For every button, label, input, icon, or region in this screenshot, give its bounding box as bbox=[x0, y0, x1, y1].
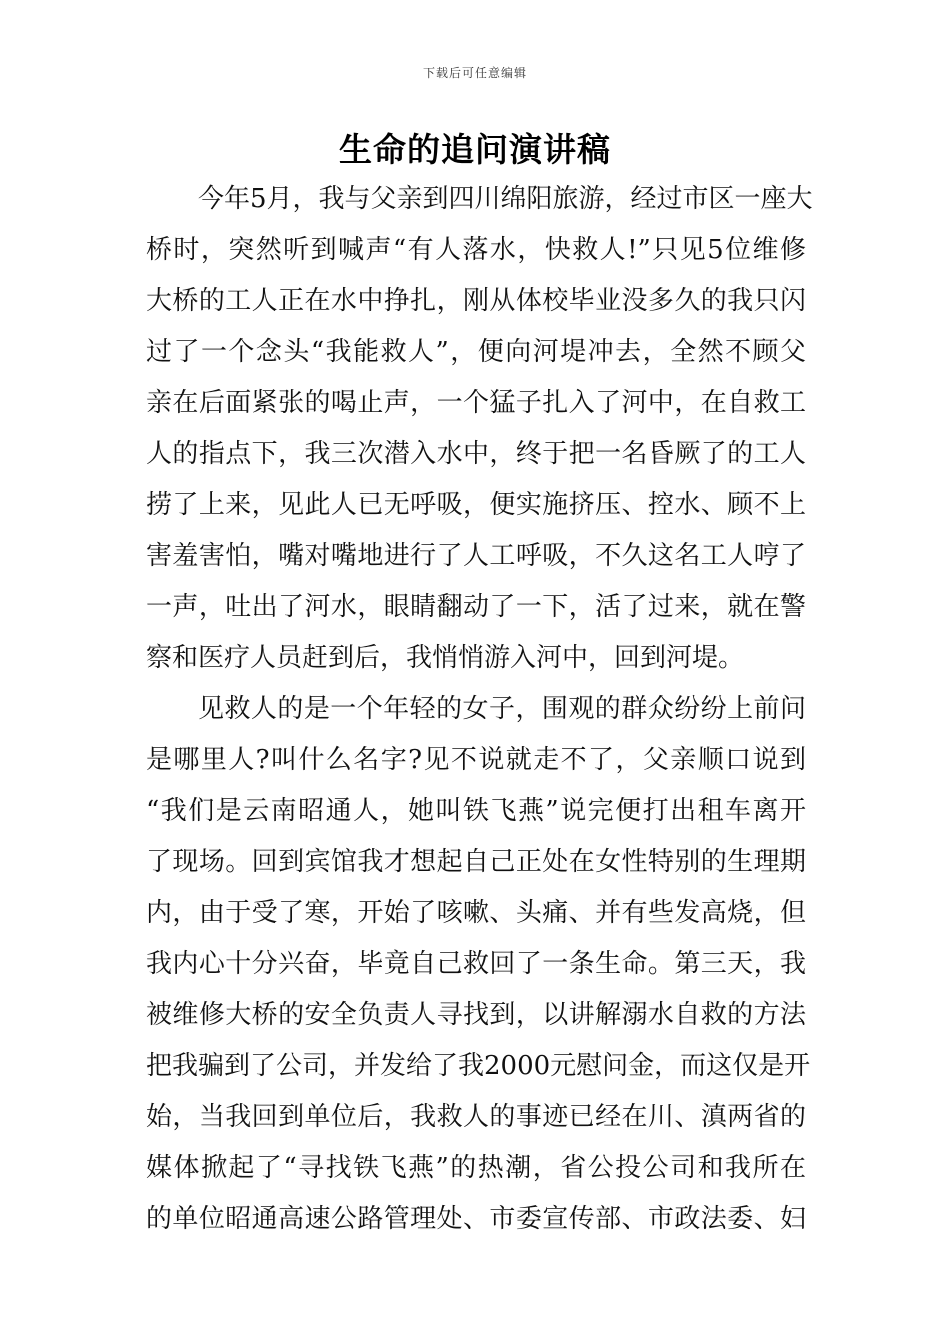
text-line: 被维修大桥的安全负责人寻找到，以讲解溺水自救的方法 bbox=[146, 1000, 806, 1030]
text-line: 的单位昭通高速公路管理处、市委宣传部、市政法委、妇 bbox=[146, 1204, 806, 1234]
text-line: 内，由于受了寒，开始了咳嗽、头痛、并有些发高烧，但 bbox=[146, 898, 806, 928]
paragraph-1 bbox=[146, 177, 813, 687]
text-line: 察和医疗人员赶到后，我悄悄游入河中，回到河堤。 bbox=[146, 643, 745, 673]
paragraph-2 bbox=[146, 687, 811, 1248]
text-line: “我们是云南昭通人，她叫铁飞燕”说完便打出租车离开 bbox=[146, 796, 806, 826]
text-line: 把我骗到了公司，并发给了我2000元慰问金，而这仅是开 bbox=[146, 1051, 811, 1081]
text-line: 人的指点下，我三次潜入水中，终于把一名昏厥了的工人 bbox=[146, 439, 806, 469]
text-line: 了现场。回到宾馆我才想起自己正处在女性特别的生理期 bbox=[146, 847, 806, 877]
text-line: 一声，吐出了河水，眼睛翻动了一下，活了过来，就在警 bbox=[146, 592, 806, 622]
text-line: 是哪里人?叫什么名字?见不说就走不了，父亲顺口说到 bbox=[146, 745, 806, 775]
text-line: 大桥的工人正在水中挣扎，刚从体校毕业没多久的我只闪 bbox=[146, 286, 806, 316]
page-title: 生命的追问演讲稿 bbox=[339, 130, 611, 169]
text-line: 过了一个念头“我能救人”，便向河堤冲去，全然不顾父 bbox=[146, 337, 806, 367]
text-line: 亲在后面紧张的喝止声，一个猛子扎入了河中，在自救工 bbox=[146, 388, 806, 418]
body-text bbox=[146, 177, 813, 1248]
text-line: 见救人的是一个年轻的女子，围观的群众纷纷上前问 bbox=[198, 694, 806, 724]
text-line: 捞了上来，见此人已无呼吸，便实施挤压、控水、顾不上 bbox=[146, 490, 806, 520]
text-line: 今年5月，我与父亲到四川绵阳旅游，经过市区一座大 bbox=[198, 184, 813, 214]
text-line: 害羞害怕，嘴对嘴地进行了人工呼吸，不久这名工人哼了 bbox=[146, 541, 806, 571]
text-line: 媒体掀起了“寻找铁飞燕”的热潮，省公投公司和我所在 bbox=[146, 1153, 806, 1183]
header-note: 下载后可任意编辑 bbox=[422, 66, 527, 80]
text-line: 我内心十分兴奋，毕竟自己救回了一条生命。第三天，我 bbox=[146, 949, 806, 979]
text-line: 桥时，突然听到喊声“有人落水，快救人!”只见5位维修 bbox=[146, 235, 806, 265]
text-line: 始，当我回到单位后，我救人的事迹已经在川、滇两省的 bbox=[146, 1102, 806, 1132]
